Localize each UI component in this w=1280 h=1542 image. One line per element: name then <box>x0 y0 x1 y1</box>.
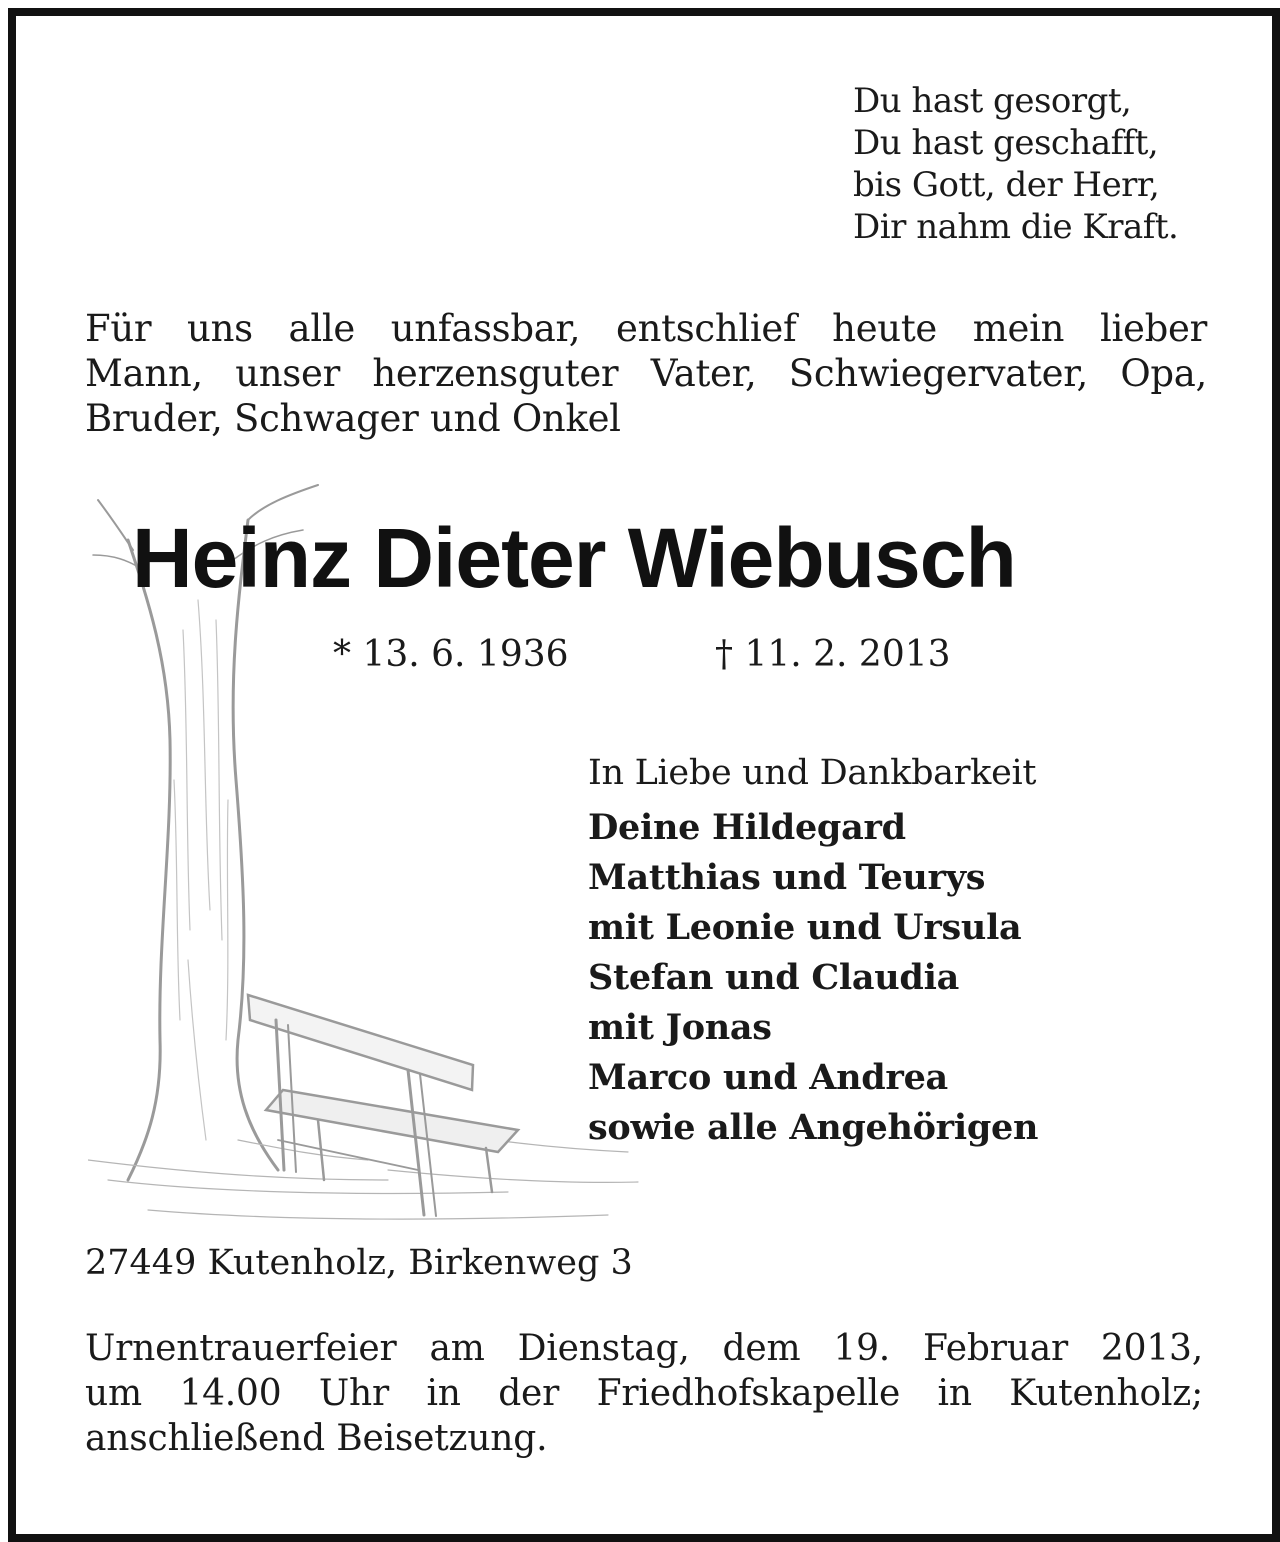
service-line: Urnentrauerfeier am Dienstag, dem 19. Februar 2013, <box>85 1328 1203 1369</box>
service-info <box>85 1326 1203 1461</box>
mourner-name: Stefan und Claudia <box>588 957 959 998</box>
deceased-name: Heinz Dieter Wiebusch <box>132 511 1016 605</box>
poem-line: bis Gott, der Herr, <box>853 165 1160 205</box>
mourner-name: mit Jonas <box>588 1007 772 1048</box>
address: 27449 Kutenholz, Birkenweg 3 <box>85 1243 633 1283</box>
poem <box>853 80 1178 248</box>
poem-line: Du hast gesorgt, <box>853 81 1132 121</box>
mourners-block <box>588 748 1038 1153</box>
mourner-name: sowie alle Angehörigen <box>588 1107 1039 1148</box>
mourner-name: Deine Hildegard <box>588 807 906 848</box>
intro-line: Für uns alle unfassbar, entschlief heute mein lieber <box>85 307 1207 350</box>
service-line: anschließend Beisetzung. <box>85 1418 548 1459</box>
death-date: † 11. 2. 2013 <box>715 634 951 675</box>
intro-text <box>85 306 1207 441</box>
poem-line: Du hast geschafft, <box>853 123 1159 163</box>
poem-line: Dir nahm die Kraft. <box>853 207 1179 247</box>
mourners-lead: In Liebe und Dankbarkeit <box>588 753 1037 793</box>
intro-line: Bruder, Schwager und Onkel <box>85 397 621 440</box>
birth-date: * 13. 6. 1936 <box>333 634 569 675</box>
intro-line: Mann, unser herzensguter Vater, Schwiegervater, Opa, <box>85 352 1207 395</box>
service-line: um 14.00 Uhr in der Friedhofskapelle in Kutenholz; <box>85 1373 1203 1414</box>
mourner-name: mit Leonie und Ursula <box>588 907 1022 948</box>
mourner-name: Marco und Andrea <box>588 1057 948 1098</box>
mourner-name: Matthias und Teurys <box>588 857 986 898</box>
